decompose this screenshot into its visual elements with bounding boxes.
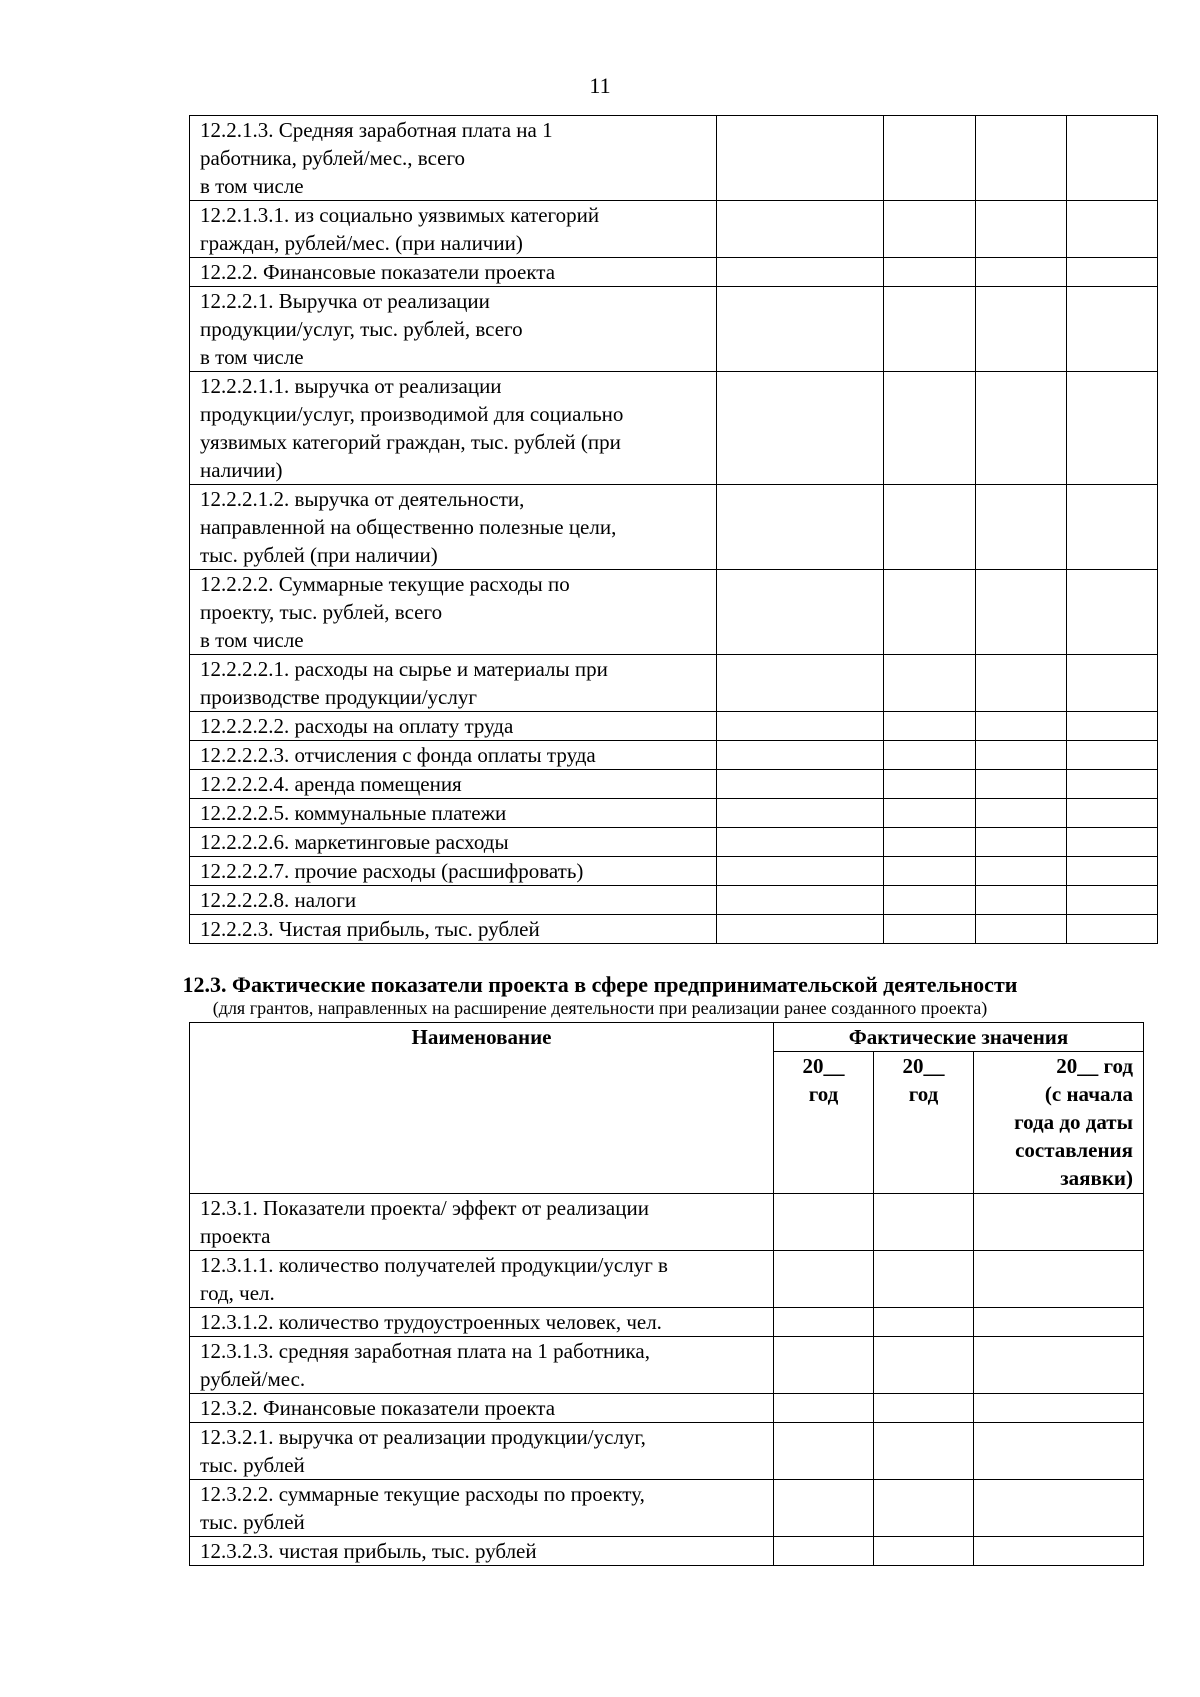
value-cell[interactable] <box>976 828 1067 857</box>
value-cell[interactable] <box>974 1394 1144 1423</box>
value-cell[interactable] <box>884 655 976 712</box>
value-cell[interactable] <box>1067 258 1158 287</box>
value-cell[interactable] <box>884 372 976 485</box>
value-cell[interactable] <box>717 770 884 799</box>
value-cell[interactable] <box>717 857 884 886</box>
value-cell[interactable] <box>884 915 976 944</box>
value-cell[interactable] <box>1067 741 1158 770</box>
value-cell[interactable] <box>717 258 884 287</box>
value-cell[interactable] <box>974 1480 1144 1537</box>
table-row <box>190 828 1158 857</box>
value-cell[interactable] <box>874 1394 974 1423</box>
row-label: 12.2.2.1.1. выручка от реализации продукции/услуг, производимой для социально уязвимых категорий граждан, тыс. рублей (при наличии) <box>190 372 717 485</box>
row-label: 12.3.1. Показатели проекта/ эффект от реализации проекта <box>190 1194 774 1251</box>
value-cell[interactable] <box>874 1194 974 1251</box>
table-row <box>190 1337 1144 1394</box>
table-row <box>190 485 1158 570</box>
value-cell[interactable] <box>717 201 884 258</box>
page-number: 11 <box>589 73 611 98</box>
table-row <box>190 712 1158 741</box>
row-label: 12.2.2.1. Выручка от реализации продукции/услуг, тыс. рублей, всего в том числе <box>190 287 717 372</box>
value-cell[interactable] <box>976 741 1067 770</box>
indicators-table-12-3 <box>189 1022 1144 1566</box>
row-label: 12.2.2.2.5. коммунальные платежи <box>190 799 717 828</box>
value-cell[interactable] <box>974 1308 1144 1337</box>
value-cell[interactable] <box>717 915 884 944</box>
value-cell[interactable] <box>884 570 976 655</box>
value-cell[interactable] <box>974 1537 1144 1566</box>
table-row <box>190 287 1158 372</box>
value-cell[interactable] <box>1067 655 1158 712</box>
value-cell[interactable] <box>1067 485 1158 570</box>
row-label: 12.3.2. Финансовые показатели проекта <box>190 1394 774 1423</box>
value-cell[interactable] <box>974 1194 1144 1251</box>
row-label: 12.2.2.2. Суммарные текущие расходы по проекту, тыс. рублей, всего в том числе <box>190 570 717 655</box>
table-row <box>190 372 1158 485</box>
value-cell[interactable] <box>717 570 884 655</box>
value-cell[interactable] <box>1067 201 1158 258</box>
value-cell[interactable] <box>774 1423 874 1480</box>
header-year-2: 20__ год <box>874 1052 974 1194</box>
value-cell[interactable] <box>774 1337 874 1394</box>
table-row <box>190 915 1158 944</box>
value-cell[interactable] <box>976 770 1067 799</box>
value-cell[interactable] <box>1067 372 1158 485</box>
value-cell[interactable] <box>884 799 976 828</box>
value-cell[interactable] <box>1067 570 1158 655</box>
value-cell[interactable] <box>884 258 976 287</box>
value-cell[interactable] <box>1067 799 1158 828</box>
section-12-3-title: 12.3. Фактические показатели проекта в сфере предпринимательской деятельности <box>182 972 1018 997</box>
value-cell[interactable] <box>717 741 884 770</box>
value-cell[interactable] <box>774 1308 874 1337</box>
value-cell[interactable] <box>717 372 884 485</box>
value-cell[interactable] <box>1067 857 1158 886</box>
value-cell[interactable] <box>884 116 976 201</box>
value-cell[interactable] <box>717 712 884 741</box>
row-label: 12.2.2.2.2. расходы на оплату труда <box>190 712 717 741</box>
value-cell[interactable] <box>1067 287 1158 372</box>
header-year-1: 20__ год <box>774 1052 874 1194</box>
table-row <box>190 1394 1144 1423</box>
table-row <box>190 258 1158 287</box>
value-cell[interactable] <box>974 1251 1144 1308</box>
value-cell[interactable] <box>774 1194 874 1251</box>
value-cell[interactable] <box>976 201 1067 258</box>
value-cell[interactable] <box>884 485 976 570</box>
value-cell[interactable] <box>976 915 1067 944</box>
row-label: 12.2.2.2.7. прочие расходы (расшифровать) <box>190 857 717 886</box>
value-cell[interactable] <box>974 1337 1144 1394</box>
header-name: Наименование <box>190 1023 774 1194</box>
value-cell[interactable] <box>884 828 976 857</box>
table-row <box>190 799 1158 828</box>
value-cell[interactable] <box>1067 770 1158 799</box>
row-label: 12.2.2.2.3. отчисления с фонда оплаты труда <box>190 741 717 770</box>
value-cell[interactable] <box>717 116 884 201</box>
value-cell[interactable] <box>976 857 1067 886</box>
table-row <box>190 116 1158 201</box>
value-cell[interactable] <box>1067 886 1158 915</box>
value-cell[interactable] <box>874 1480 974 1537</box>
table-row <box>190 886 1158 915</box>
table-row <box>190 770 1158 799</box>
value-cell[interactable] <box>1067 915 1158 944</box>
value-cell[interactable] <box>884 886 976 915</box>
table-row <box>190 1480 1144 1537</box>
value-cell[interactable] <box>717 828 884 857</box>
value-cell[interactable] <box>976 655 1067 712</box>
value-cell[interactable] <box>884 287 976 372</box>
row-label: 12.2.2. Финансовые показатели проекта <box>190 258 717 287</box>
value-cell[interactable] <box>884 741 976 770</box>
value-cell[interactable] <box>774 1251 874 1308</box>
row-label: 12.2.2.2.1. расходы на сырье и материалы при производстве продукции/услуг <box>190 655 717 712</box>
row-label: 12.2.2.1.2. выручка от деятельности, направленной на общественно полезные цели, тыс. рублей (при наличии) <box>190 485 717 570</box>
header-year-3: 20__ год (с начала года до даты составления заявки) <box>974 1052 1144 1194</box>
value-cell[interactable] <box>717 655 884 712</box>
row-label: 12.3.2.3. чистая прибыль, тыс. рублей <box>190 1537 774 1566</box>
table-row <box>190 1423 1144 1480</box>
table-row <box>190 1308 1144 1337</box>
value-cell[interactable] <box>874 1308 974 1337</box>
row-label: 12.2.1.3. Средняя заработная плата на 1 работника, рублей/мес., всего в том числе <box>190 116 717 201</box>
value-cell[interactable] <box>774 1394 874 1423</box>
value-cell[interactable] <box>976 799 1067 828</box>
row-label: 12.2.2.2.4. аренда помещения <box>190 770 717 799</box>
table-row <box>190 1537 1144 1566</box>
value-cell[interactable] <box>717 485 884 570</box>
value-cell[interactable] <box>884 201 976 258</box>
value-cell[interactable] <box>717 799 884 828</box>
value-cell[interactable] <box>1067 712 1158 741</box>
value-cell[interactable] <box>976 485 1067 570</box>
value-cell[interactable] <box>874 1537 974 1566</box>
row-label: 12.2.2.3. Чистая прибыль, тыс. рублей <box>190 915 717 944</box>
value-cell[interactable] <box>1067 116 1158 201</box>
table-row <box>190 1194 1144 1251</box>
table-row <box>190 570 1158 655</box>
value-cell[interactable] <box>884 770 976 799</box>
row-label: 12.3.1.1. количество получателей продукции/услуг в год, чел. <box>190 1251 774 1308</box>
indicators-table-12-2 <box>189 115 1158 944</box>
value-cell[interactable] <box>774 1537 874 1566</box>
value-cell[interactable] <box>874 1337 974 1394</box>
table-row <box>190 655 1158 712</box>
value-cell[interactable] <box>974 1423 1144 1480</box>
value-cell[interactable] <box>717 886 884 915</box>
value-cell[interactable] <box>874 1251 974 1308</box>
value-cell[interactable] <box>1067 828 1158 857</box>
row-label: 12.2.2.2.8. налоги <box>190 886 717 915</box>
value-cell[interactable] <box>976 258 1067 287</box>
row-label: 12.2.1.3.1. из социально уязвимых категорий граждан, рублей/мес. (при наличии) <box>190 201 717 258</box>
value-cell[interactable] <box>884 857 976 886</box>
value-cell[interactable] <box>874 1423 974 1480</box>
table-row <box>190 201 1158 258</box>
section-12-3-subtitle: (для грантов, направленных на расширение деятельности при реализации ранее созданного проекта) <box>212 998 988 1018</box>
value-cell[interactable] <box>976 287 1067 372</box>
value-cell[interactable] <box>976 712 1067 741</box>
table-row <box>190 1251 1144 1308</box>
row-label: 12.3.2.2. суммарные текущие расходы по проекту, тыс. рублей <box>190 1480 774 1537</box>
row-label: 12.3.2.1. выручка от реализации продукции/услуг, тыс. рублей <box>190 1423 774 1480</box>
value-cell[interactable] <box>774 1480 874 1537</box>
value-cell[interactable] <box>976 372 1067 485</box>
row-label: 12.2.2.2.6. маркетинговые расходы <box>190 828 717 857</box>
table-row <box>190 741 1158 770</box>
row-label: 12.3.1.3. средняя заработная плата на 1 работника, рублей/мес. <box>190 1337 774 1394</box>
value-cell[interactable] <box>976 886 1067 915</box>
value-cell[interactable] <box>976 570 1067 655</box>
value-cell[interactable] <box>717 287 884 372</box>
value-cell[interactable] <box>884 712 976 741</box>
header-actual-values: Фактические значения <box>774 1023 1144 1052</box>
value-cell[interactable] <box>976 116 1067 201</box>
row-label: 12.3.1.2. количество трудоустроенных человек, чел. <box>190 1308 774 1337</box>
table-row <box>190 857 1158 886</box>
